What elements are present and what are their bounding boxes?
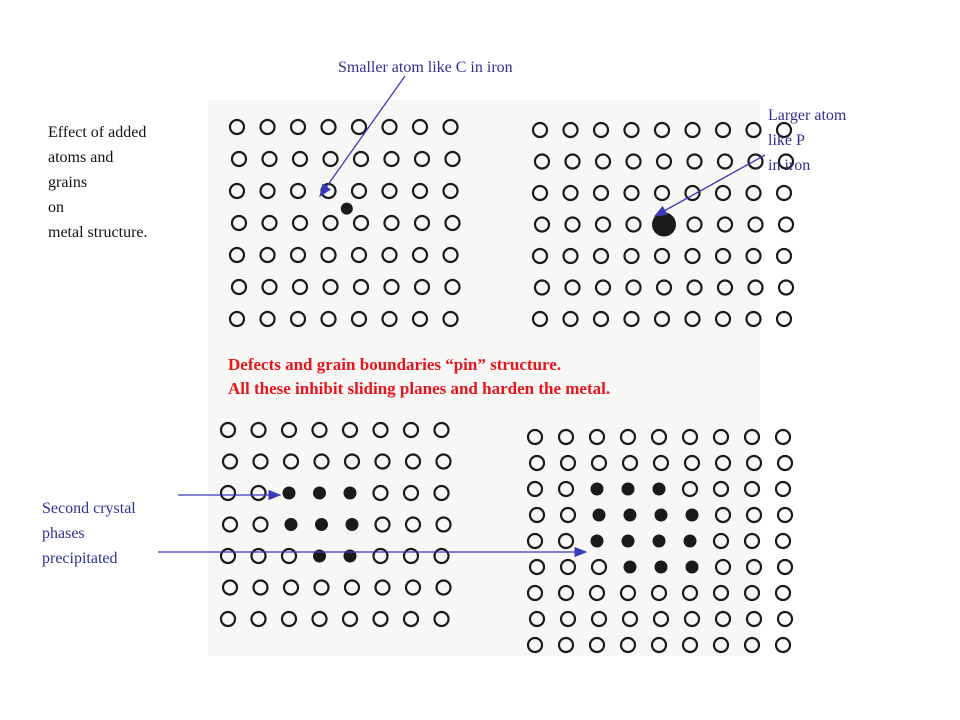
lattice-atom xyxy=(778,612,792,626)
pin-structure-line: Defects and grain boundaries “pin” structure. xyxy=(228,355,562,374)
precipitate-atom xyxy=(346,518,359,531)
precipitate-atom xyxy=(283,487,296,500)
precipitate-atom xyxy=(591,535,604,548)
lattice-atom xyxy=(777,312,791,326)
interstitial-small-atom xyxy=(341,203,353,215)
precipitate-atom xyxy=(655,509,668,522)
precipitate-atom xyxy=(684,535,697,548)
lattice-atom xyxy=(778,508,792,522)
lattice-atom xyxy=(778,560,792,574)
precipitate-atom xyxy=(686,509,699,522)
effect-caption: Effect of added atoms and grains on metal structure. xyxy=(48,124,148,241)
precipitate-atom xyxy=(653,535,666,548)
precipitate-atom xyxy=(622,483,635,496)
precipitate-atom xyxy=(315,518,328,531)
precipitate-atom xyxy=(622,535,635,548)
precipitate-atom xyxy=(624,509,637,522)
larger-atom-label: Larger atom like P in iron xyxy=(768,107,847,174)
lattice-atom xyxy=(776,638,790,652)
precipitate-atom xyxy=(344,487,357,500)
lattice-atom xyxy=(776,482,790,496)
precipitate-atom xyxy=(591,483,604,496)
smaller-atom-label: Smaller atom like C in iron xyxy=(338,59,513,76)
precipitate-atom xyxy=(655,561,668,574)
lattice-atom xyxy=(779,281,793,295)
harden-metal-line: All these inhibit sliding planes and harden the metal. xyxy=(228,379,611,398)
lattice-atom xyxy=(776,586,790,600)
lattice-atom xyxy=(779,218,793,232)
precipitate-atom xyxy=(313,487,326,500)
lattice-atom xyxy=(778,456,792,470)
precipitate-atom xyxy=(624,561,637,574)
lattice-atom xyxy=(777,249,791,263)
precipitate-atom xyxy=(653,483,666,496)
precipitate-atom xyxy=(686,561,699,574)
precipitate-atom xyxy=(593,509,606,522)
lattice-atom xyxy=(776,430,790,444)
lattice-atom xyxy=(777,186,791,200)
lattice-atom xyxy=(776,534,790,548)
second-phase-label: Second crystal phases precipitated xyxy=(42,500,136,567)
precipitate-atom xyxy=(285,518,298,531)
